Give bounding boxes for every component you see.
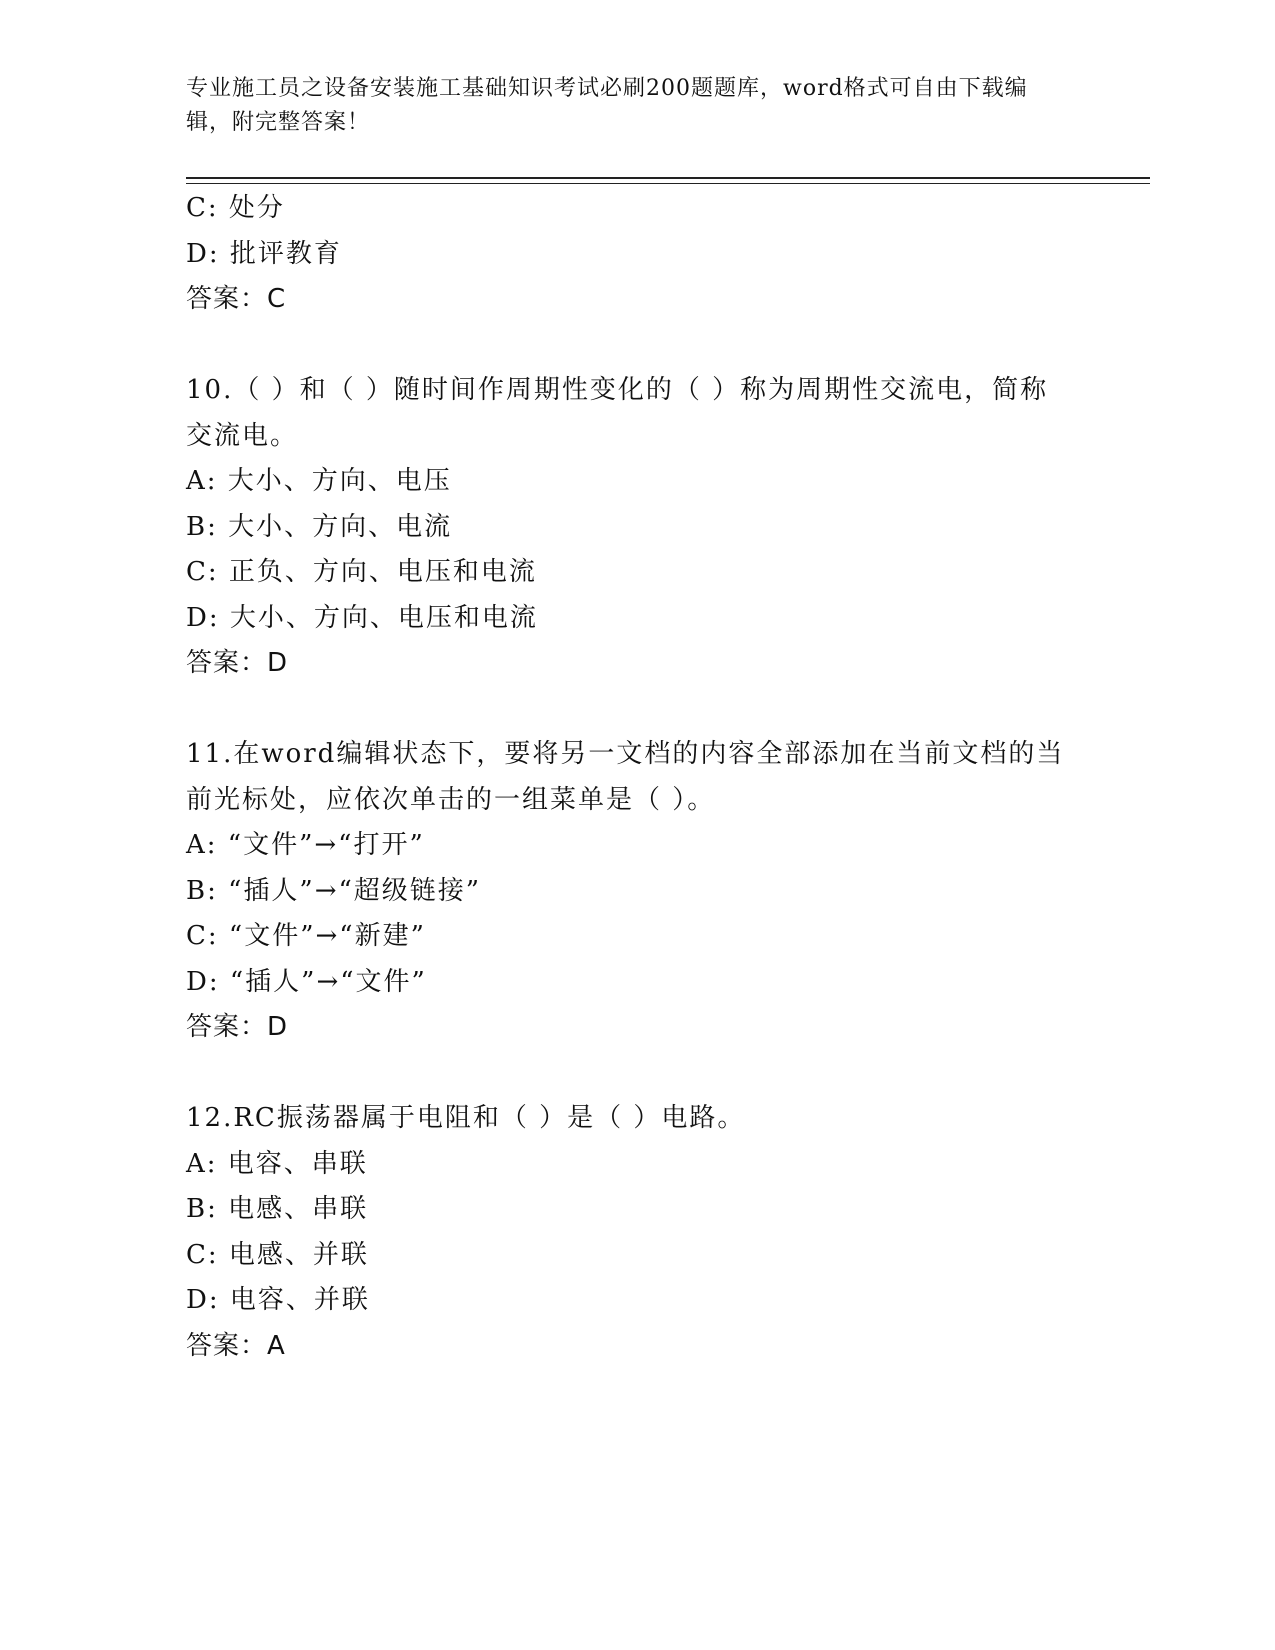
answer: 答案：C [186,284,287,314]
question-10 [186,368,1066,687]
document-title: 专业施工员之设备安装施工基础知识考试必刷200题题库，word格式可自由下载编辑，附完整答案！ [186,76,1028,135]
question-9-continuation [186,186,1066,323]
question-stem: 11.在word编辑状态下，要将另一文档的内容全部添加在当前文档的当前光标处，应依次单击的一组菜单是（ ）。 [186,739,1065,815]
header-rule-thick [186,177,1150,179]
spacer [186,323,1066,369]
question-stem: 10.（ ）和（ ）随时间作周期性变化的（ ）称为周期性交流电，简称交流电。 [186,375,1049,451]
option-c: C: 电感、并联 [186,1239,369,1270]
answer: 答案：A [186,1330,286,1361]
option-b: B: 大小、方向、电流 [186,511,453,542]
option-a: A: 大小、方向、电压 [186,466,452,496]
option-c: C: 正负、方向、电压和电流 [186,557,537,587]
answer: 答案：D [186,1012,289,1042]
option-a: A: 电容、串联 [186,1148,368,1179]
page-header [186,72,1066,140]
option-d: D: 电容、并联 [186,1285,370,1315]
answer: 答案：D [186,648,289,678]
option-d: D: “插人”→“文件” [186,966,427,997]
option-b: B: “插人”→“超级链接” [186,875,482,906]
option-d: D: 大小、方向、电压和电流 [186,602,538,633]
question-12 [186,1096,1066,1369]
header-rule-thin [186,183,1150,184]
document-body [186,186,1066,1369]
spacer [186,687,1066,733]
question-11 [186,732,1066,1051]
question-stem: 12.RC振荡器属于电阻和（ ）是（ ）电路。 [186,1103,746,1133]
option-d: D: 批评教育 [186,238,342,269]
option-c: C: “文件”→“新建” [186,921,426,951]
option-a: A: “文件”→“打开” [186,830,425,860]
option-c: C: 处分 [186,193,285,223]
spacer [186,1051,1066,1097]
option-b: B: 电感、串联 [186,1194,369,1224]
